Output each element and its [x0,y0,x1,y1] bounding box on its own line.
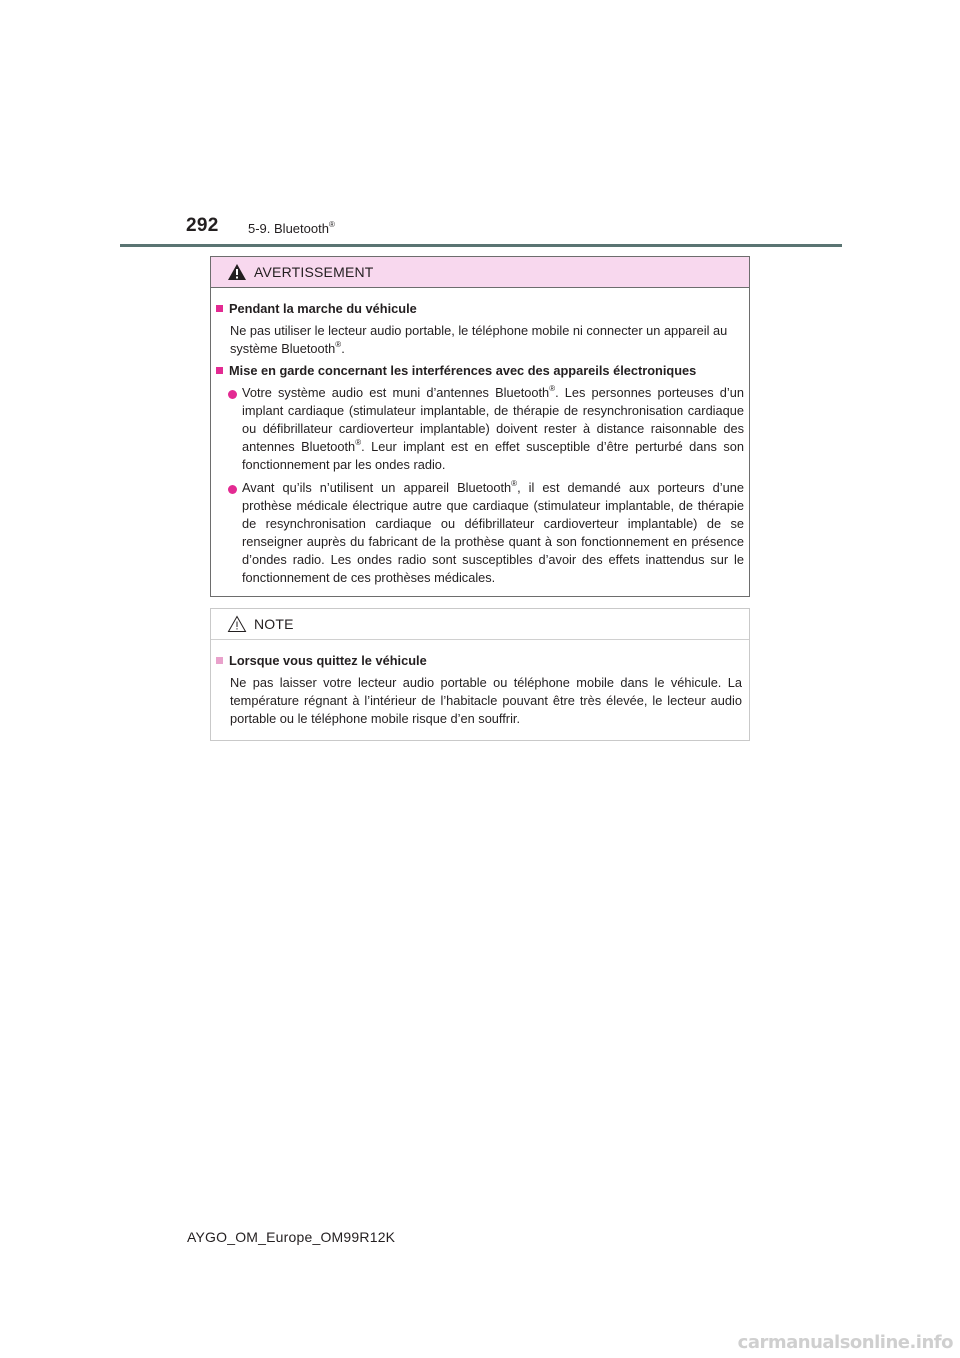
registered-mark: ® [335,339,342,349]
warning-bullet-1-a: Votre système audio est muni d’antennes Bluetooth [242,385,550,400]
note-box [210,608,750,741]
registered-mark: ® [328,219,335,229]
note-text-1: Ne pas laisser votre lecteur audio portable ou téléphone mobile dans le véhicule. La température régnant à l’intérieur de l’habitacle pouvant être très élevée, le lecteur audio portable ou le téléphone mobile risque d’en souffrir. [230,675,742,726]
watermark-text: carmanualsonline.info [737,1332,953,1353]
section-title-text: 5-9. Bluetooth [248,221,329,236]
registered-mark: ® [549,383,556,393]
warning-heading-1 [216,301,417,316]
warning-heading-2-text: Mise en garde concernant les interférences avec des appareils électroniques [229,363,697,378]
page-number: 292 [186,215,219,236]
note-heading-1-text: Lorsque vous quittez le véhicule [229,653,427,668]
document-code: AYGO_OM_Europe_OM99R12K [187,1229,396,1245]
registered-mark: ® [511,478,518,488]
registered-mark: ® [355,437,362,447]
warning-title: AVERTISSEMENT [254,264,374,280]
warning-bullet-1-c: . Leur implant est en effet susceptible d’être perturbé dans son fonctionnement par les ondes radio. [242,439,744,472]
square-bullet-icon [216,657,223,664]
warning-bullet-2-a: Avant qu’ils n’utilisent un appareil Bluetooth [242,480,512,495]
warning-bullet-1-b: . Les personnes porteuses d’un implant cardiaque (stimulateur implantable, de thérapie de resynchronisation cardiaque ou défibrillateur cardioverteur implantable) doivent rester à distance raisonnable des antennes Bluetooth [242,385,744,454]
note-title: NOTE [254,616,294,632]
warning-heading-1-text: Pendant la marche du véhicule [229,301,417,316]
warning-text-1-a: Ne pas utiliser le lecteur audio portable, le téléphone mobile ni connecter un appareil au système Bluetooth [230,323,728,356]
warning-text-1-b: . [341,341,345,356]
section-title [248,221,335,236]
note-heading-1 [216,653,427,668]
warning-box-header [211,257,749,288]
note-box-header [211,609,749,640]
square-bullet-icon [216,367,223,374]
warning-triangle-icon [227,263,247,281]
header-rule [120,244,842,247]
warning-bullet-2 [242,479,744,587]
watermark [723,1328,959,1358]
square-bullet-icon [216,305,223,312]
warning-bullet-2-b: , il est demandé aux porteurs d’une prothèse médicale électrique autre que cardiaque (stimulateur implantable, de thérapie de resynchronisation cardiaque ou défibrillateur cardioverteur implantable) de se renseigner auprès du fabricant de la prothèse quant à son fonctionnement en présence d’ondes radio. Les ondes radio sont susceptibles d’avoir des effets inattendus sur le fonctionnement de ces prothèses médicales. [242,480,744,585]
warning-text-1 [230,322,742,358]
warning-heading-2 [216,363,696,378]
warning-box [210,256,750,597]
warning-bullet-1 [242,384,744,474]
circle-bullet-icon [228,390,237,399]
caution-triangle-outline-icon [227,615,247,633]
circle-bullet-icon [228,485,237,494]
